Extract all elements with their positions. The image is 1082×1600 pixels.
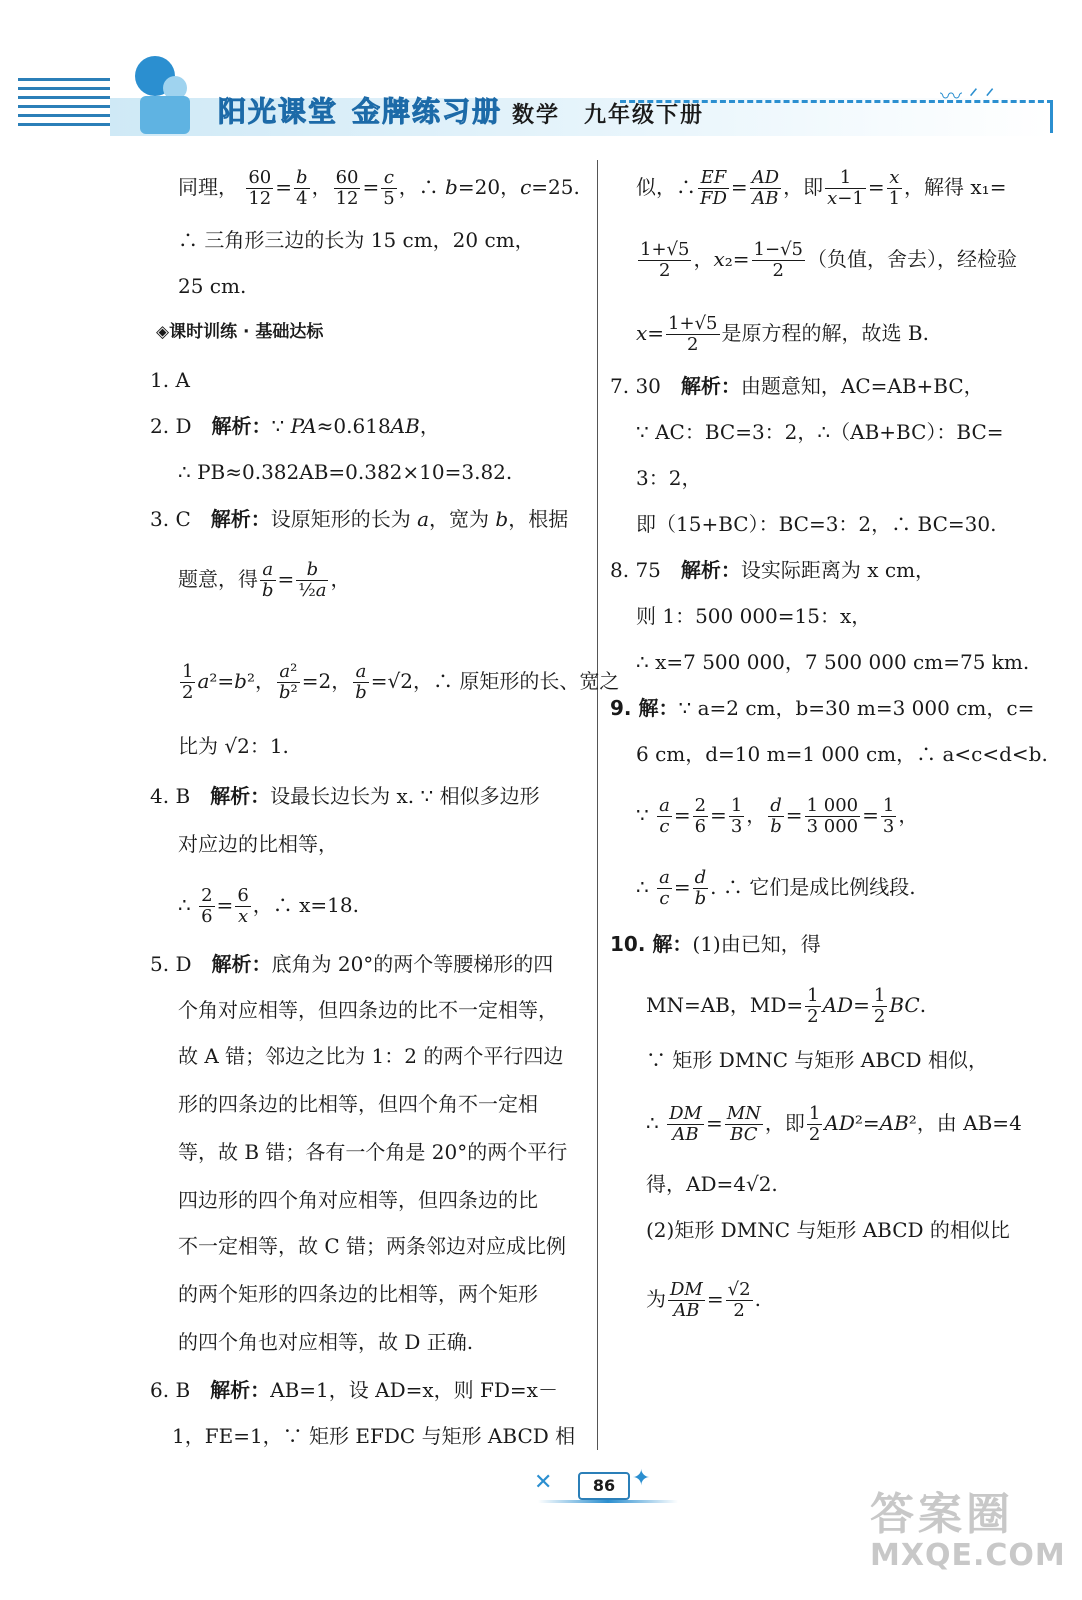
right-line-9c: ∵ $\frac{a}{c}$ = $\frac{2}{6}$ = $\frac{1}{3}$ ， $\frac{d}{b}$ = $\frac{1 000}{3 000}$ = $\frac{1}{3}$ ，	[636, 795, 919, 837]
left-line-4c: ∴ $\frac{2}{6}$ = $\frac{6}{x}$ ，∴ x=18.	[178, 885, 359, 927]
left-line-5g: 不一定相等，故 C 错；两条邻边对应成比例	[178, 1234, 567, 1258]
left-line-3d: 比为 √2：1.	[178, 734, 289, 758]
left-line-1: 同理， $\frac{60}{12}$ = $\frac{b}{4}$ ， $\frac{60}{12}$ = $\frac{c}{5}$ ，∴ b=20，c=25.	[178, 167, 580, 209]
left-line-2b: ∴ PB≈0.382AB=0.382×10=3.82.	[178, 460, 513, 484]
right-line-9b: 6 cm，d=10 m=1 000 cm，∴ a<c<d<b.	[636, 742, 1048, 766]
right-line-7d: 即（15+BC）：BC=3：2，∴ BC=30.	[636, 512, 997, 536]
left-line-5e: 等，故 B 错；各有一个角是 20°的两个平行	[178, 1140, 568, 1164]
page-header	[0, 0, 1082, 150]
right-line-3: x= $\frac{1+√5}{2}$ 是原方程的解，故选 B.	[636, 313, 929, 355]
subject-title: 数学 九年级下册	[512, 103, 705, 128]
left-line-5b: 个角对应相等，但四条边的比不一定相等，	[178, 998, 558, 1022]
brand-right: 金牌练习册	[352, 95, 503, 128]
right-line-10f: (2)矩形 DMNC 与矩形 ABCD 的相似比	[646, 1218, 1010, 1242]
answer-7: 7. 30 解析：由题意知，AC=AB+BC，	[610, 374, 984, 398]
brand-left: 阳光课堂	[218, 95, 339, 128]
right-line-8b: 则 1：500 000=15：x，	[636, 604, 872, 628]
right-line-10e: 得，AD=4√2.	[646, 1172, 778, 1196]
birds-icon: 〰 ᐟ ᐟ	[940, 85, 995, 110]
left-line-6b: 1，FE=1，∵ 矩形 EFDC 与矩形 ABCD 相	[172, 1424, 576, 1448]
right-line-8c: ∴ x=7 500 000，7 500 000 cm=75 km.	[636, 650, 1030, 674]
watermark: 答案圈 MXQE.COM	[870, 1489, 1066, 1573]
left-line-5d: 形的四条边的比相等，但四个角不一定相	[178, 1092, 538, 1116]
answer-6: 6. B 解析：AB=1，设 AD=x，则 FD=x－	[150, 1378, 558, 1402]
answer-4: 4. B 解析：设最长边长为 x. ∵ 相似多边形	[150, 784, 540, 808]
left-line-3: 25 cm.	[178, 274, 247, 298]
right-line-7b: ∵ AC：BC=3：2，∴（AB+BC）：BC=	[636, 420, 1004, 444]
left-line-5i: 的四个角也对应相等，故 D 正确.	[178, 1330, 474, 1354]
mascot-icon	[125, 46, 205, 136]
right-line-2: $\frac{1+√5}{2}$ ，x₂= $\frac{1-√5}{2}$ （负值，舍去），经检验	[640, 239, 1017, 281]
answer-2: 2. D 解析：∵ PA≈0.618AB，	[150, 414, 440, 438]
left-line-4b: 对应边的比相等，	[178, 832, 338, 856]
right-line-9d: ∴ $\frac{a}{c}$ = $\frac{d}{b}$ . ∴ 它们是成比例线段.	[636, 867, 916, 909]
page-number-badge	[528, 1466, 678, 1506]
star-icon: ✕	[534, 1470, 553, 1495]
left-line-5c: 故 A 错；邻边之比为 1：2 的两个平行四边	[178, 1044, 564, 1068]
section-title: ◈课时训练 · 基础达标	[156, 322, 324, 342]
page-number-underline	[538, 1500, 678, 1503]
right-line-10g: 为 $\frac{DM}{AB}$ = $\frac{√2}{2}$ .	[646, 1279, 761, 1321]
right-line-1: 似，∴ $\frac{EF}{FD}$ = $\frac{AD}{AB}$ ，即 $\frac{1}{x-1}$ = $\frac{x}{1}$ ，解得 x₁=	[636, 167, 1007, 209]
right-line-7c: 3：2，	[636, 466, 702, 490]
left-line-3b: 题意，得 $\frac{a}{b}$ = $\frac{b}{\text{½a}}$ ，	[178, 559, 351, 601]
right-line-10c: ∵ 矩形 DMNC 与矩形 ABCD 相似，	[646, 1048, 988, 1072]
left-line-3c: $\frac{1}{2}$ a²=b²， $\frac{\text{a²}}{\text{b²}}$ =2， $\frac{a}{b}$ =√2，∴ 原矩形的长、宽之	[182, 661, 620, 703]
answer-10: 10. 解：(1)由已知，得	[610, 932, 821, 956]
answer-8: 8. 75 解析：设实际距离为 x cm，	[610, 558, 936, 582]
answer-9: 9. 解：∵ a=2 cm，b=30 m=3 000 cm，c=	[610, 696, 1035, 720]
column-divider	[597, 160, 598, 1450]
right-line-10b: MN=AB，MD= $\frac{1}{2}$ AD= $\frac{1}{2}$ BC.	[646, 985, 927, 1027]
left-line-2: ∴ 三角形三边的长为 15 cm，20 cm，	[178, 228, 535, 252]
answer-5: 5. D 解析：底角为 20°的两个等腰梯形的四	[150, 952, 554, 976]
star-icon: ✦	[632, 1466, 651, 1491]
header-stripes	[18, 78, 110, 138]
left-line-5f: 四边形的四个角对应相等，但四条边的比	[178, 1188, 538, 1212]
answer-1: 1. A	[150, 368, 190, 392]
page-number: 86	[578, 1472, 630, 1500]
left-line-5h: 的两个矩形的四条边的比相等，两个矩形	[178, 1282, 538, 1306]
answer-3: 3. C 解析：设原矩形的长为 a，宽为 b，根据	[150, 507, 569, 531]
right-line-10d: ∴ $\frac{DM}{AB}$ = $\frac{MN}{BC}$ ，即 $\frac{1}{2}$ AD²=AB²，由 AB=4	[646, 1103, 1022, 1145]
